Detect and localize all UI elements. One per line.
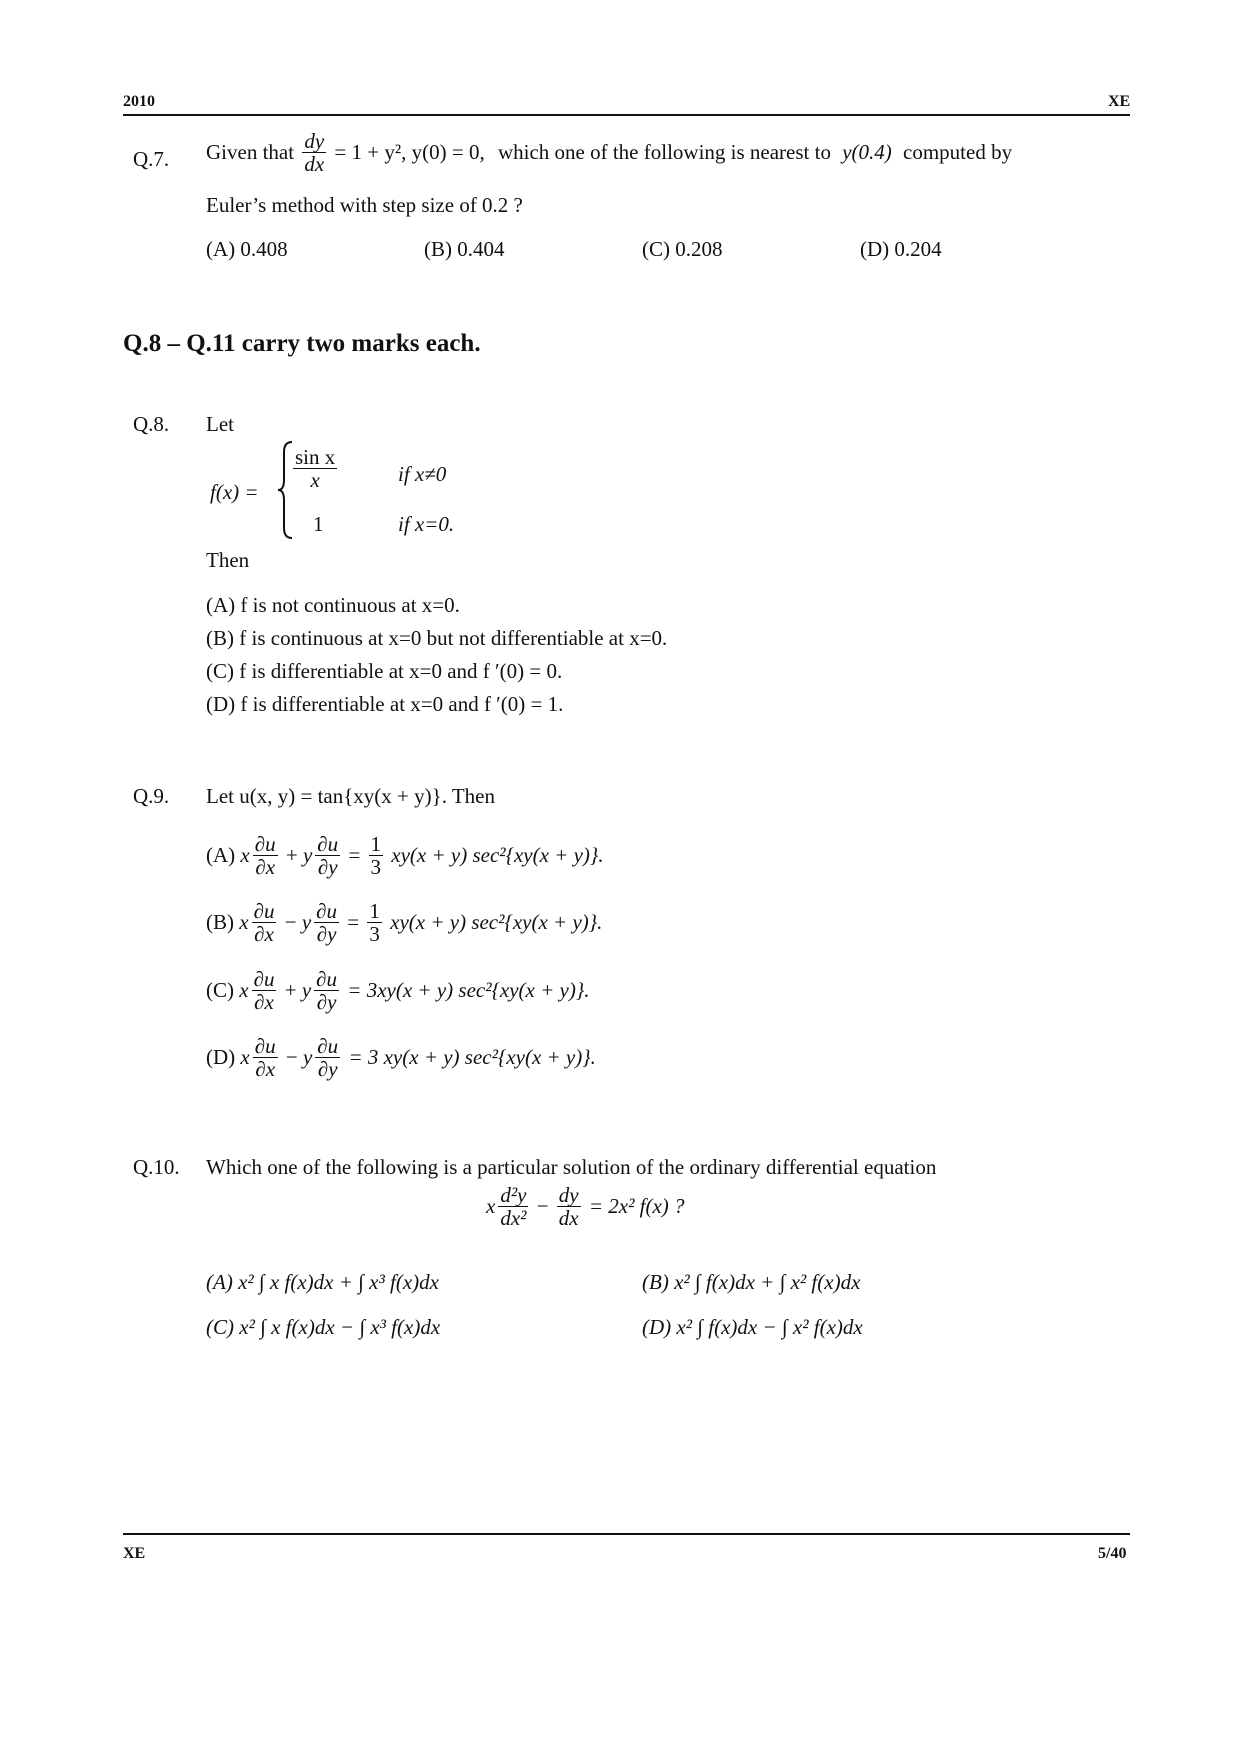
- q9-c-label: (C): [206, 978, 234, 1003]
- q7-option-b: (B) 0.404: [424, 237, 505, 261]
- q7-option-c: (C) 0.208: [642, 237, 723, 261]
- footer-code: XE: [123, 1545, 146, 1562]
- q8-case2-cond: if x=0.: [398, 512, 455, 536]
- q9-c-rhs: = 3xy(x + y) sec²{xy(x + y)}.: [347, 978, 590, 1003]
- q10-option-b: (B) x² ∫ f(x)dx + ∫ x² f(x)dx: [642, 1270, 861, 1294]
- q9-intro: Let u(x, y) = tan{xy(x + y)}. Then: [206, 784, 495, 808]
- q8-case2-val: 1: [313, 512, 324, 536]
- q7-computed: computed by: [903, 140, 1013, 165]
- q8-option-a: (A) f is not continuous at x=0.: [206, 593, 460, 617]
- q9-b-x: x: [239, 910, 249, 935]
- q9-a-dudy: $\frac{\partial u}{\partial y}$: [317, 832, 339, 880]
- q9-b-sign: −: [284, 910, 297, 935]
- q9-b-dudy: $\frac{\partial u}{\partial y}$: [316, 899, 338, 947]
- q9-option-d: [206, 1035, 596, 1080]
- q9-d-dudy: $\frac{\partial u}{\partial y}$: [317, 1034, 339, 1082]
- q9-d-sign: −: [285, 1045, 298, 1070]
- q8-number: Q.8.: [133, 412, 170, 436]
- q7-eq: = 1 + y², y(0) = 0,: [334, 140, 485, 165]
- q9-a-dudx: $\frac{\partial u}{\partial x}$: [254, 832, 276, 880]
- q9-d-dudx: $\frac{\partial u}{\partial x}$: [254, 1034, 276, 1082]
- footer-page: 5/40: [1098, 1545, 1127, 1562]
- q7-dy-dx: $\frac{dy}{dx}$: [304, 129, 325, 177]
- header-rule: [123, 114, 1130, 116]
- q7-y04: y(0.4): [842, 140, 892, 165]
- section-heading: Q.8 – Q.11 carry two marks each.: [123, 330, 481, 357]
- q8-fx: f(x) =: [210, 480, 259, 504]
- q9-b-y: y: [301, 910, 312, 935]
- q9-c-x: x: [239, 978, 249, 1003]
- q8-option-d: (D) f is differentiable at x=0 and f ′(0) = 1.: [206, 692, 564, 716]
- q10-rhs: = 2x² f(x) ?: [588, 1194, 685, 1219]
- header-year: 2010: [123, 93, 155, 110]
- q9-a-x: x: [240, 843, 250, 868]
- q10-dy-dx: $\frac{dy}{dx}$: [558, 1183, 579, 1231]
- q9-c-dudx: $\frac{\partial u}{\partial x}$: [253, 967, 275, 1015]
- q8-sinx-over-x: [293, 446, 337, 491]
- q9-option-b: (B) x $\frac{\partial u}{\partial x}$ − y $\frac{\partial u}{\partial y}$ = $\frac{1}{3}$ xy(x + y) sec²{xy(x + y)}.: [206, 899, 603, 947]
- q9-c-y: y: [301, 978, 312, 1003]
- q9-c-dudy: $\frac{\partial u}{\partial y}$: [316, 967, 338, 1015]
- q8-intro: Let: [206, 412, 234, 436]
- q8-sinx: sin x: [295, 445, 336, 469]
- q10-text: Which one of the following is a particular solution of the ordinary differential equation: [206, 1155, 937, 1179]
- q9-d-label: (D): [206, 1045, 236, 1070]
- q8-option-b: (B) f is continuous at x=0 but not differentiable at x=0.: [206, 626, 668, 650]
- q9-b-rhs: xy(x + y) sec²{xy(x + y)}.: [390, 910, 603, 935]
- q10-d2y-dx2: $\frac{\text{d²y}}{\text{dx²}}$: [500, 1183, 527, 1231]
- q8-then: Then: [206, 548, 250, 572]
- q7-line2: Euler’s method with step size of 0.2 ?: [206, 193, 523, 217]
- header-code: XE: [1108, 93, 1131, 110]
- q7-rest: which one of the following is nearest to: [497, 140, 831, 165]
- q7-given: Given that: [206, 140, 295, 165]
- q10-minus: −: [536, 1194, 549, 1219]
- q10-option-d: (D) x² ∫ f(x)dx − ∫ x² f(x)dx: [642, 1315, 863, 1339]
- q7-number: Q.7.: [133, 147, 170, 171]
- q9-a-coef: $\frac{1}{3}$: [370, 832, 382, 880]
- q8-option-c: (C) f is differentiable at x=0 and f ′(0) = 0.: [206, 659, 563, 683]
- q8-x: x: [310, 468, 320, 493]
- q9-d-y: y: [302, 1045, 313, 1070]
- q9-c-sign: +: [284, 978, 297, 1003]
- q9-number: Q.9.: [133, 784, 170, 808]
- q9-option-c: [206, 968, 590, 1013]
- q7-line1: [206, 130, 1012, 175]
- q9-option-a: (A) x $\frac{\partial u}{\partial x}$ + y $\frac{\partial u}{\partial y}$ = $\frac{1}{3}$ xy(x + y) sec²{xy(x + y)}.: [206, 832, 604, 880]
- q9-d-x: x: [240, 1045, 250, 1070]
- q9-a-label: (A): [206, 843, 236, 868]
- q9-a-sign: +: [285, 843, 298, 868]
- q9-d-rhs: = 3 xy(x + y) sec²{xy(x + y)}.: [348, 1045, 596, 1070]
- q9-a-y: y: [302, 843, 313, 868]
- q9-b-dudx: $\frac{\partial u}{\partial x}$: [253, 899, 275, 947]
- footer-rule: [123, 1533, 1130, 1535]
- q7-option-a: (A) 0.408: [206, 237, 288, 261]
- q7-option-d: (D) 0.204: [860, 237, 942, 261]
- q9-a-rhs: xy(x + y) sec²{xy(x + y)}.: [391, 843, 604, 868]
- q10-number: Q.10.: [133, 1155, 180, 1179]
- q10-equation: [486, 1184, 685, 1229]
- q10-option-a: (A) x² ∫ x f(x)dx + ∫ x³ f(x)dx: [206, 1270, 439, 1294]
- q9-b-label: (B): [206, 910, 234, 935]
- q8-case1-cond: if x≠0: [398, 462, 447, 486]
- q10-option-c: (C) x² ∫ x f(x)dx − ∫ x³ f(x)dx: [206, 1315, 441, 1339]
- q8-case1-fraction: [290, 446, 340, 491]
- q9-b-coef: $\frac{1}{3}$: [369, 899, 380, 947]
- q10-x: x: [486, 1194, 496, 1219]
